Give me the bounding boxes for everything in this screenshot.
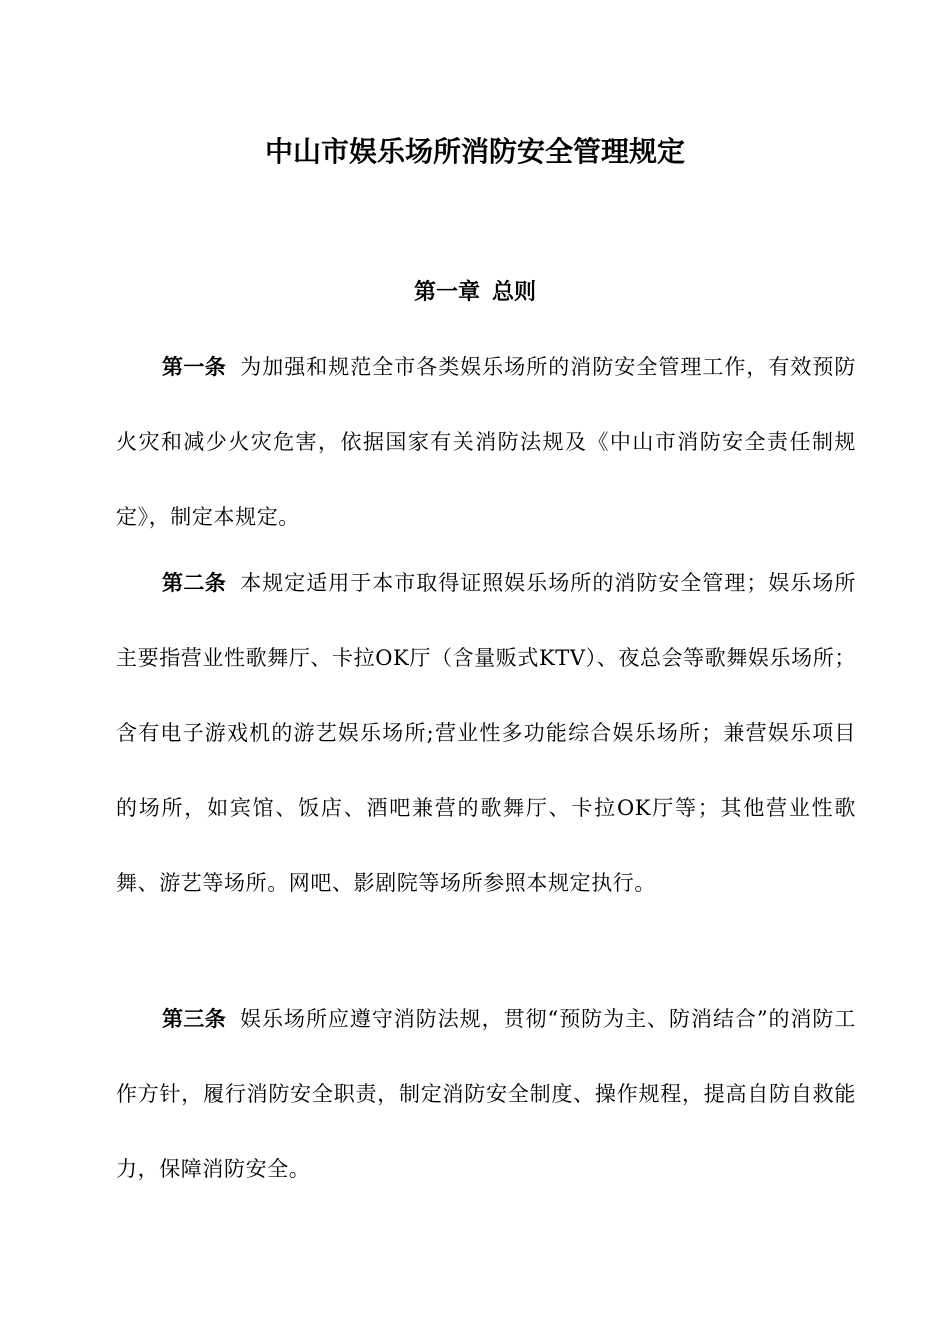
chapter-number: 第一章 <box>413 280 480 305</box>
article-text: 本规定适用于本市取得证照娱乐场所的消防安全管理；娱乐场所主要指营业性歌舞厅、卡拉OK厅（含量贩式KTV）、夜总会等歌舞娱乐场所；含有电子游戏机的游艺娱乐场所;营业性多功能综合娱乐场所；兼营娱乐项目的场所，如宾馆、饭店、酒吧兼营的歌舞厅、卡拉OK厅等；其他营业性歌舞、游艺等场所。网吧、影剧院等场所参照本规定执行。 <box>116 571 856 895</box>
article-label: 第一条 <box>162 355 227 379</box>
document-title: 中山市娱乐场所消防安全管理规定 <box>264 135 685 168</box>
article-text: 娱乐场所应遵守消防法规，贯彻“预防为主、防消结合”的消防工作方针，履行消防安全职责，制定消防安全制度、操作规程，提高自防自救能力，保障消防安全。 <box>116 1007 856 1181</box>
chapter-heading <box>0 278 950 308</box>
article-text: 为加强和规范全市各类娱乐场所的消防安全管理工作，有效预防火灾和减少火灾危害，依据国家有关消防法规及《中山市消防安全责任制规定》，制定本规定。 <box>116 355 856 529</box>
article-label: 第三条 <box>162 1007 227 1031</box>
chapter-name: 总则 <box>492 280 537 305</box>
article-label: 第二条 <box>162 571 227 595</box>
article-paragraph <box>116 546 856 921</box>
article-paragraph <box>116 330 856 555</box>
article-paragraph <box>116 982 856 1207</box>
